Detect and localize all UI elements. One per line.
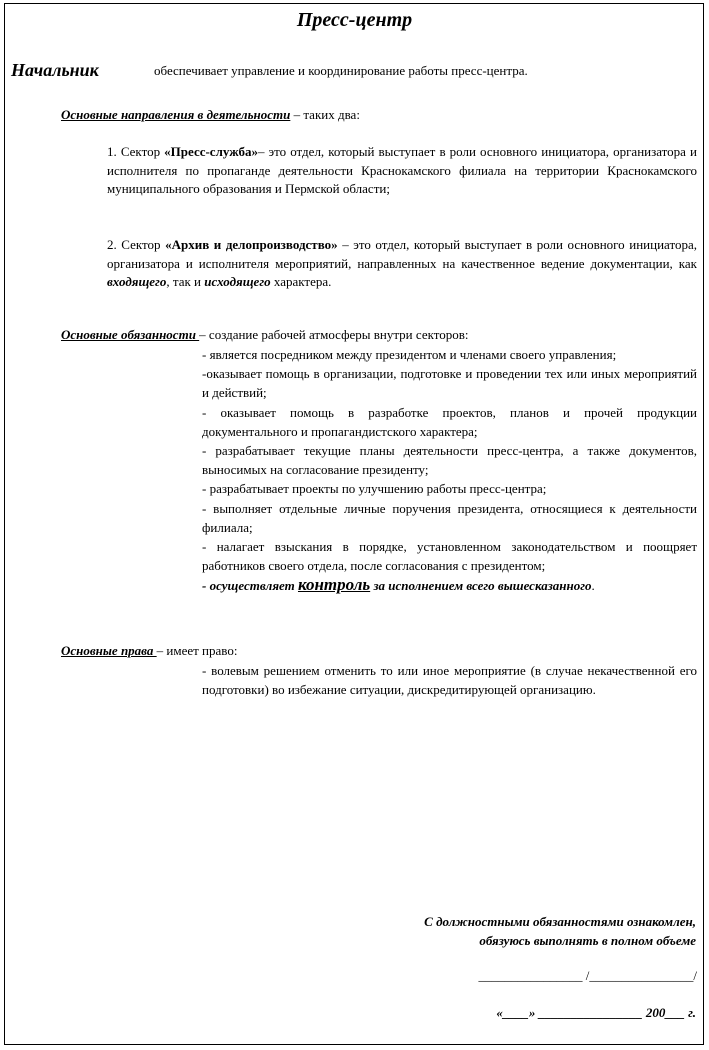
rights-heading bbox=[61, 642, 237, 660]
list-item: - выполняет отдельные личные поручения президента, относящиеся к деятельности филиала; bbox=[202, 500, 697, 535]
sector-2-word-incoming: входящего bbox=[107, 274, 167, 289]
head-row bbox=[11, 58, 701, 82]
list-item: - налагает взыскания в порядке, установленном законодательством и поощряет работников своего отдела, после согласования с президентом; bbox=[202, 539, 697, 574]
duties-list bbox=[202, 345, 697, 596]
head-text: обеспечивает управление и координирование работы пресс-центра. bbox=[154, 63, 528, 78]
date-line: «____» ________________ 200___ г. bbox=[496, 1005, 696, 1020]
sector-2-name: «Архив и делопроизводство» bbox=[165, 237, 338, 252]
rights-suffix: – имеет право: bbox=[156, 643, 238, 658]
list-item: - волевым решением отменить то или иное мероприятие (в случае некачественной его подготовки) во избежание ситуации, дискредитирующей организацию. bbox=[202, 663, 697, 698]
sector-2-prefix: 2. Сектор bbox=[107, 237, 166, 252]
rights-title: Основные права bbox=[61, 643, 157, 658]
sector-1-text: – это отдел, который выступает в роли основного инициатора, организатора и исполнителя по пропаганде деятельности Краснокамского филиала на территории Краснокамского муниципального образования и Пермской области; bbox=[107, 144, 697, 196]
control-word: контроль bbox=[297, 575, 371, 595]
sector-2-end: характера. bbox=[270, 274, 332, 289]
duties-suffix: – создание рабочей атмосферы внутри секторов: bbox=[199, 327, 469, 342]
sector-1-prefix: 1. Сектор bbox=[107, 144, 165, 159]
duties-title: Основные обязанности bbox=[61, 327, 200, 342]
directions-suffix: – таких два: bbox=[290, 107, 360, 122]
sector-2-text: – это отдел, который выступает в роли основного инициатора, организатора и исполнителя мероприятий, направленных на качественное ведение документации, как bbox=[107, 237, 697, 271]
list-item: - разрабатывает проекты по улучшению работы пресс-центра; bbox=[202, 481, 547, 497]
list-item: - разрабатывает текущие планы деятельности пресс-центра, а также документов, выносимых на согласование президенту; bbox=[202, 443, 697, 478]
sector-2-paragraph bbox=[107, 236, 697, 292]
head-label: Начальник bbox=[11, 60, 99, 80]
control-dot: . bbox=[591, 578, 595, 594]
sector-2-word-outgoing: исходящего bbox=[204, 274, 271, 289]
directions-heading bbox=[61, 106, 360, 124]
page-title: Пресс-центр bbox=[296, 9, 413, 31]
list-item: -оказывает помощь в организации, подготовке и проведении тех или иных мероприятий и действий; bbox=[202, 366, 697, 401]
directions-title: Основные направления в деятельности bbox=[61, 107, 291, 122]
sector-1-name: «Пресс-служба» bbox=[164, 144, 258, 159]
acknowledgement-line-1: С должностными обязанностями ознакомлен, bbox=[424, 914, 696, 929]
sector-1-paragraph bbox=[107, 143, 697, 199]
rights-list bbox=[202, 661, 697, 699]
control-prefix: - осуществляет bbox=[202, 578, 298, 594]
sector-2-mid: , так и bbox=[166, 274, 205, 289]
acknowledgement-line-2: обязуюсь выполнять в полном объеме bbox=[479, 933, 696, 948]
list-item bbox=[202, 575, 697, 595]
duties-heading bbox=[61, 326, 469, 344]
list-item: - оказывает помощь в разработке проектов, планов и прочей продукции документального и пропагандистского характера; bbox=[202, 404, 697, 439]
control-suffix: за исполнением всего вышесказанного bbox=[370, 578, 592, 594]
list-item: - является посредником между президентом и членами своего управления; bbox=[202, 347, 617, 362]
signature-lines: ________________ /________________/ bbox=[478, 968, 697, 983]
